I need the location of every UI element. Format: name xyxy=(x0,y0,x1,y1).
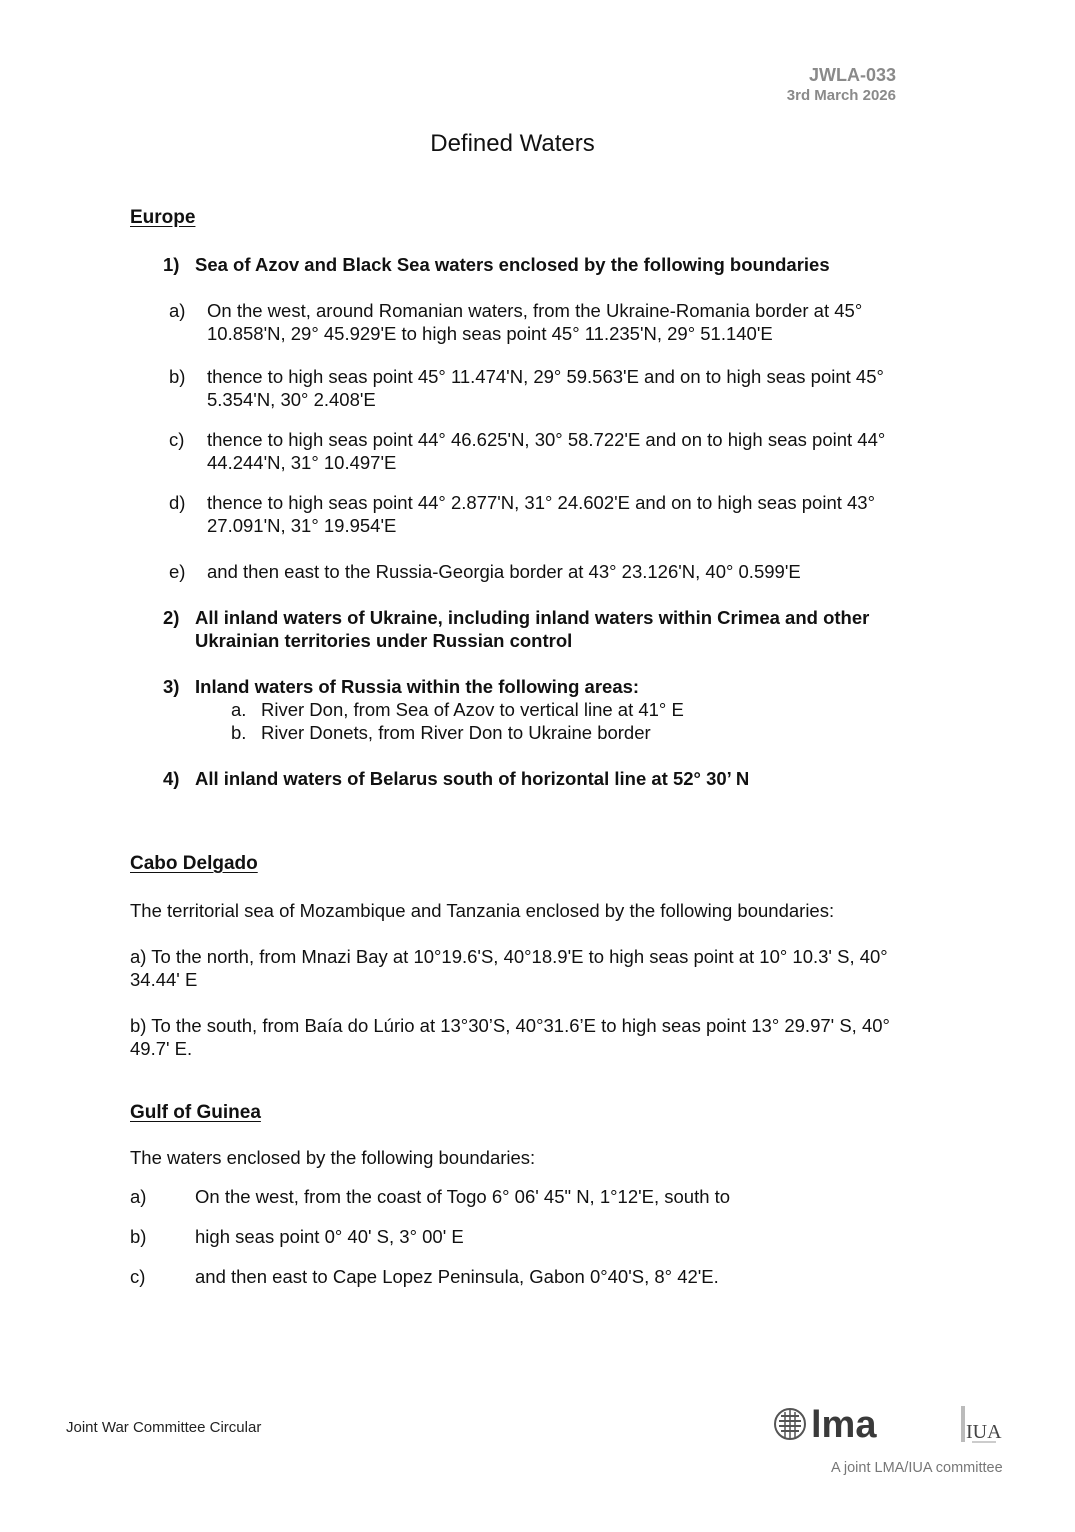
footer-tagline: A joint LMA/IUA committee xyxy=(831,1460,1003,1476)
item-number: 4) xyxy=(163,768,180,789)
item-number: 1) xyxy=(163,254,180,275)
page-title: Defined Waters xyxy=(430,130,595,157)
lma-globe-icon xyxy=(773,1404,898,1444)
section-heading-europe: Europe xyxy=(130,207,196,228)
subitem-label: e) xyxy=(169,561,186,582)
subitem-text: thence to high seas point 44° 46.625'N, 30° 58.722'E and on to high seas point 44° 44.244'N, 31° 10.497'E xyxy=(207,429,886,473)
cabo-delgado-intro: The territorial sea of Mozambique and Tanzania enclosed by the following boundaries: xyxy=(130,900,835,921)
subitem-label: c) xyxy=(169,429,185,450)
subitem-label: d) xyxy=(169,492,186,513)
item-text: and then east to Cape Lopez Peninsula, Gabon 0°40'S, 8° 42'E. xyxy=(195,1266,719,1287)
iua-wordmark: IUA xyxy=(966,1421,1002,1443)
gulf-of-guinea-intro: The waters enclosed by the following boundaries: xyxy=(130,1147,536,1168)
subitem-label: a) xyxy=(169,300,186,321)
subitem-label: b) xyxy=(169,366,186,387)
subitem-text: On the west, around Romanian waters, from the Ukraine-Romania border at 45° 10.858'N, 29° 45.929'E to high seas point 45° 11.235'N, 29° 51.140'E xyxy=(207,300,863,344)
item-text: All inland waters of Belarus south of horizontal line at 52° 30’ N xyxy=(195,768,750,789)
subitem-text: and then east to the Russia-Georgia border at 43° 23.126'N, 40° 0.599'E xyxy=(207,561,801,582)
item-text: All inland waters of Ukraine, including inland waters within Crimea and other Ukrainian territories under Russian control xyxy=(195,607,870,651)
lma-logo xyxy=(773,1404,898,1449)
item-label: a) xyxy=(130,1186,147,1207)
document-reference xyxy=(787,64,896,106)
item-text: On the west, from the coast of Togo 6° 06' 45" N, 1°12'E, south to xyxy=(195,1186,731,1207)
iua-mark-icon xyxy=(958,1404,1003,1446)
item-number: 2) xyxy=(163,607,180,628)
item-label: b) xyxy=(130,1226,147,1247)
cabo-delgado-boundary-north: a) To the north, from Mnazi Bay at 10°19.6'S, 40°18.9'E to high seas point at 10° 10.3' S, 40° 34.44' E xyxy=(130,946,888,990)
subitem-label: a. xyxy=(231,699,247,720)
item-number: 3) xyxy=(163,676,180,697)
footer-circular-label: Joint War Committee Circular xyxy=(66,1419,262,1436)
cabo-delgado-boundary-south: b) To the south, from Baía do Lúrio at 13°30’S, 40°31.6’E to high seas point 13° 29.97' S, 40° 49.7' E. xyxy=(130,1015,890,1059)
reference-code: JWLA-033 xyxy=(808,65,896,85)
subitem-text: thence to high seas point 44° 2.877'N, 31° 24.602'E and on to high seas point 43° 27.091'N, 31° 19.954'E xyxy=(207,492,875,536)
reference-date: 3rd March 2026 xyxy=(786,87,896,104)
item-text: Sea of Azov and Black Sea waters enclosed by the following boundaries xyxy=(195,254,830,275)
item-text: Inland waters of Russia within the following areas: xyxy=(195,676,640,697)
subitem-label: b. xyxy=(231,722,247,743)
subitem-text: River Don, from Sea of Azov to vertical line at 41° E xyxy=(261,699,684,720)
lma-wordmark: lma xyxy=(811,1404,877,1444)
subitem-text: River Donets, from River Don to Ukraine border xyxy=(261,722,651,743)
subitem-text: thence to high seas point 45° 11.474'N, 29° 59.563'E and on to high seas point 45° 5.354'N, 30° 2.408'E xyxy=(207,366,884,410)
section-heading-gulf-of-guinea: Gulf of Guinea xyxy=(130,1102,261,1123)
section-heading-cabo-delgado: Cabo Delgado xyxy=(130,853,258,874)
iua-logo xyxy=(958,1404,1003,1451)
item-text: high seas point 0° 40' S, 3° 00' E xyxy=(195,1226,464,1247)
item-label: c) xyxy=(130,1266,146,1287)
